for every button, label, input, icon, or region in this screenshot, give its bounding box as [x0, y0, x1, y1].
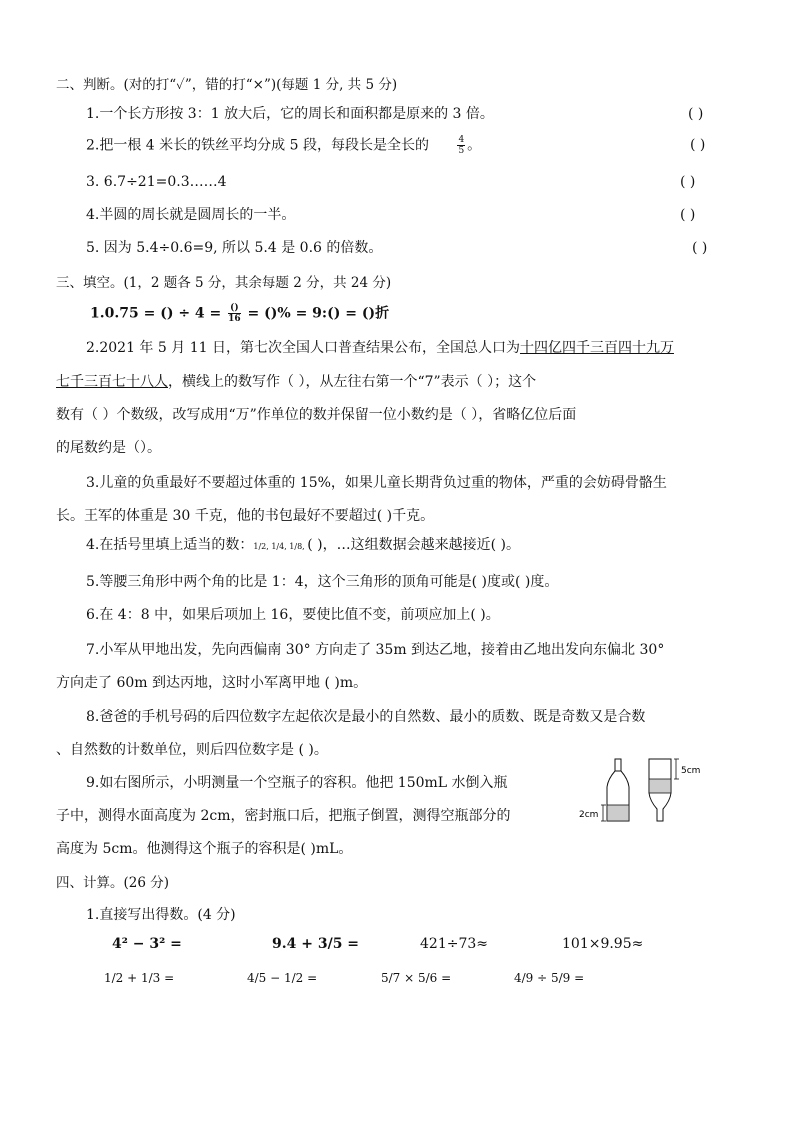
fill-q2-line3: 数有（ ）个数级，改写成用“万”作单位的数并保留一位小数约是（ ），省略亿位后面	[56, 407, 577, 423]
label-2cm: 2cm	[579, 810, 599, 820]
judge-item-5: 5. 因为 5.4÷0.6=9, 所以 5.4 是 0.6 的倍数。	[86, 240, 383, 256]
calc-sub1: 1.直接写出得数。(4 分)	[86, 907, 236, 923]
judge-item-2	[86, 135, 481, 156]
fill-q3-line2: 长。王军的体重是 30 千克，他的书包最好不要超过( )千克。	[56, 508, 435, 524]
fill-q5: 5.等腰三角形中两个角的比是 1：4，这个三角形的顶角可能是( )度或( )度。	[86, 574, 559, 590]
judge-answer-1[interactable]: ( )	[688, 106, 704, 122]
q2-text-cont: ，横线上的数写作（ ），从左往右第一个“7”表示（ ）；这个	[168, 374, 537, 390]
frac-num: ()	[230, 303, 239, 313]
judge-item-1: 1.一个长方形按 3：1 放大后，它的周长和面积都是原来的 3 倍。	[86, 106, 494, 122]
bottle-diagram	[577, 757, 725, 825]
q4-post: ( )，…这组数据会越来越接近( )。	[307, 537, 520, 553]
fill-q9-line1: 9.如右图所示，小明测量一个空瓶子的容积。他把 150mL 水倒入瓶	[86, 775, 508, 791]
fill-q7-line1: 7.小军从甲地出发，先向西偏南 30° 方向走了 35m 到达乙地，接着由乙地出发向东偏北 30°	[86, 642, 665, 658]
calc-r2-c3: 5/7 × 5/6 =	[381, 971, 452, 985]
fill-q9-line3: 高度为 5cm。他测得这个瓶子的容积是( )mL。	[56, 841, 353, 857]
calc-r2-c2: 4/5 − 1/2 =	[247, 971, 318, 985]
fill-q8-line1: 8.爸爸的手机号码的后四位数字左起依次是最小的自然数、最小的质数、既是奇数又是合数	[86, 709, 646, 725]
section4-header: 四、计算。(26 分)	[56, 875, 170, 891]
fill-q2-line1	[86, 338, 674, 358]
calc-r2-c4: 4/9 ÷ 5/9 =	[514, 971, 585, 985]
fill-q1	[90, 303, 389, 324]
section2-header: 二、判断。(对的打“✓”，错的打“×”)(每题 1 分, 共 5 分)	[56, 77, 398, 93]
judge-answer-3[interactable]: ( )	[680, 174, 696, 190]
calc-r1-c4: 101×9.95≈	[562, 936, 644, 952]
q1-post: = ()% = 9:() = ()折	[242, 305, 390, 322]
fill-q4	[86, 535, 520, 557]
q2-underlined-number-cont: 七千三百七十八人	[56, 374, 168, 390]
fill-q8-line2: 、自然数的计数单位，则后四位数字是 ( )。	[56, 742, 328, 758]
section3-header: 三、填空。(1，2 题各 5 分，其余每题 2 分，共 24 分)	[56, 275, 392, 291]
calc-r2-c1: 1/2 + 1/3 =	[104, 971, 175, 985]
fill-q7-line2: 方向走了 60m 到达丙地，这时小军离甲地 ( )m。	[56, 675, 368, 691]
frac-den: 5	[458, 146, 465, 156]
judge-answer-5[interactable]: ( )	[692, 240, 708, 256]
fill-q3-line1: 3.儿童的负重最好不要超过体重的 15%，如果儿童长期背负过重的物体，严重的会妨碍骨骼生	[86, 475, 667, 491]
calc-r1-c3: 421÷73≈	[420, 936, 488, 952]
q2-text: 2.2021 年 5 月 11 日，第七次全国人口普查结果公布，全国总人口为	[86, 340, 520, 356]
judge-item-2-end: 。	[467, 137, 482, 154]
fill-q6: 6.在 4：8 中，如果后项加上 16，要使比值不变，前项应加上( )。	[86, 607, 500, 623]
judge-answer-2[interactable]: ( )	[690, 137, 706, 153]
calc-r1-c1: 4² − 3² =	[112, 936, 182, 952]
q2-underlined-number: 十四亿四千三百四十九万	[519, 340, 674, 356]
judge-item-2-text: 2.把一根 4 米长的铁丝平均分成 5 段，每段长是全长的	[86, 137, 429, 154]
calc-r1-c2: 9.4 + 3/5 =	[272, 936, 360, 952]
judge-item-3: 3. 6.7÷21=0.3……4	[86, 174, 227, 190]
fill-q9-line2: 子中，测得水面高度为 2cm，密封瓶口后，把瓶子倒置，测得空瓶部分的	[56, 808, 511, 824]
fill-q2-line2	[56, 372, 536, 392]
label-5cm: 5cm	[681, 766, 701, 776]
frac-num: 4	[458, 135, 465, 145]
judge-answer-4[interactable]: ( )	[680, 207, 696, 223]
q1-fraction	[228, 303, 241, 324]
frac-den: 16	[228, 314, 241, 324]
q1-pre: 1.0.75 = () ÷ 4 =	[90, 305, 227, 322]
q4-sequence: 1/2, 1/4, 1/8,	[253, 542, 308, 551]
fraction	[457, 135, 465, 156]
judge-item-4: 4.半圆的周长就是圆周长的一半。	[86, 207, 296, 223]
fill-q2-line4: 的尾数约是（）。	[56, 440, 161, 456]
q4-pre: 4.在括号里填上适当的数：	[86, 537, 254, 553]
